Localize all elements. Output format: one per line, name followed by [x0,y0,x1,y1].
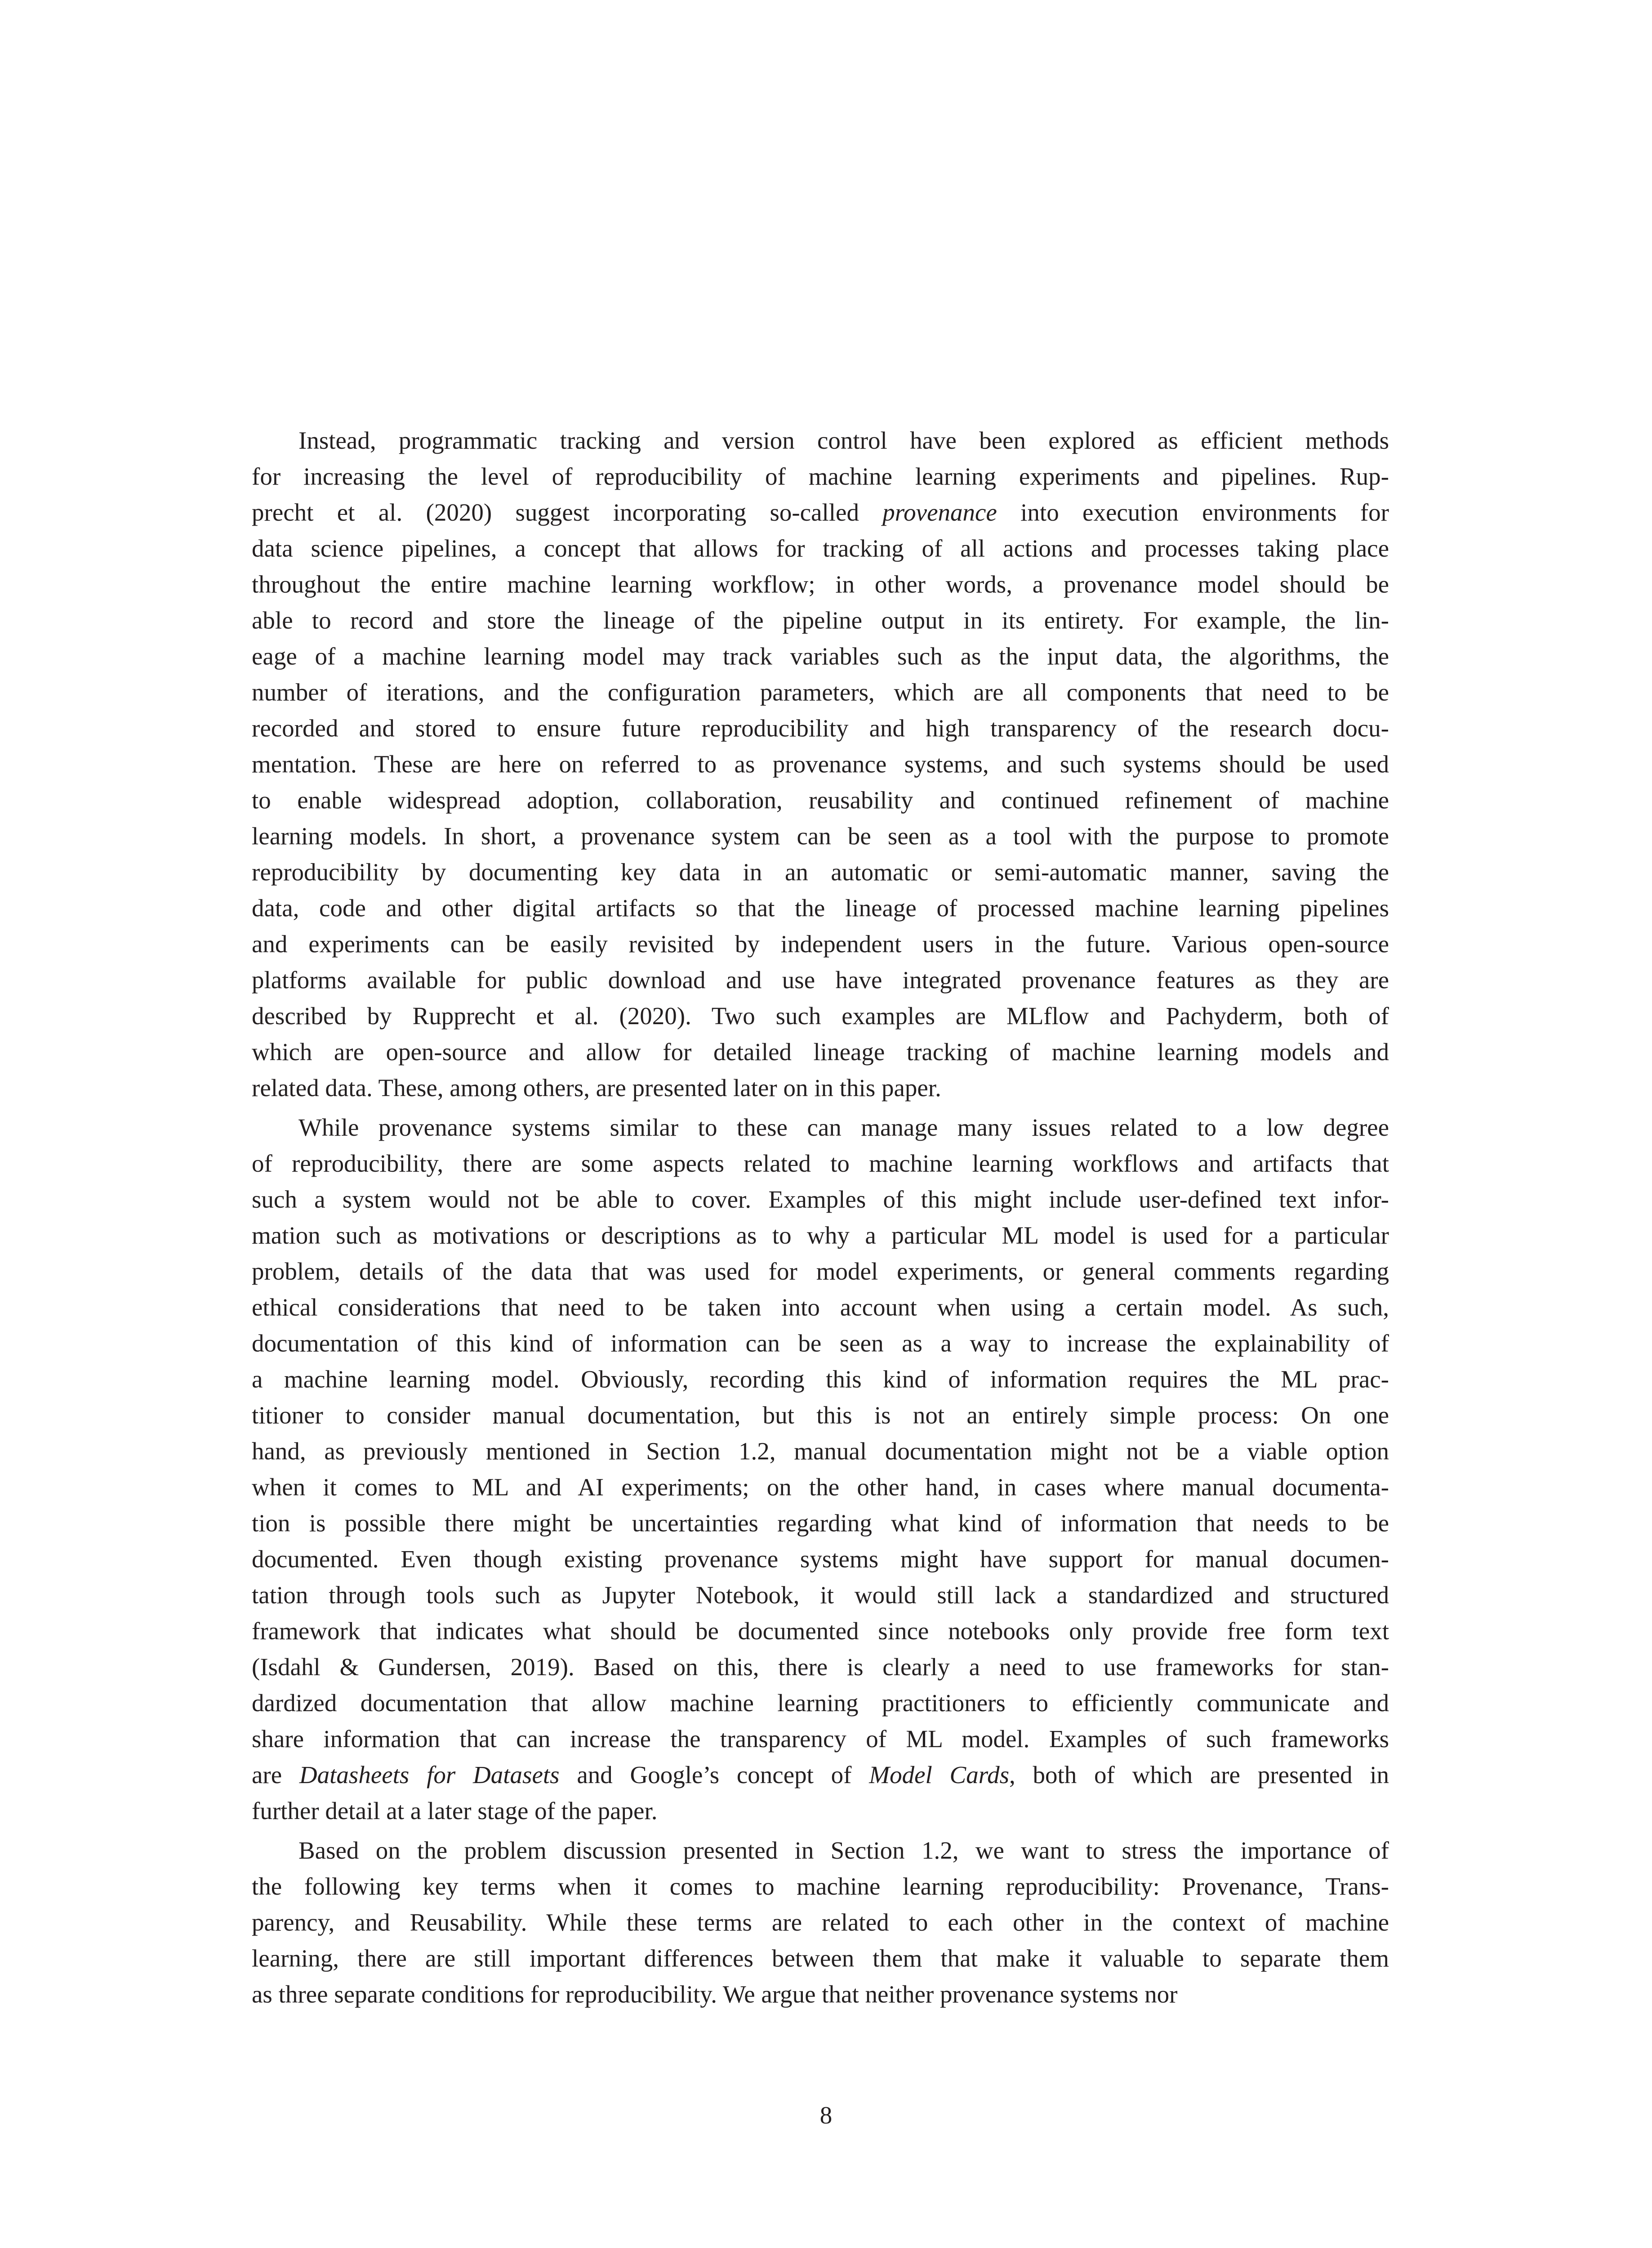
text-line: platforms available for public download and use have integrated provenance features as they are [252,966,1389,994]
italic-term: Datasheets for Datasets [299,1761,560,1789]
text-line: mation such as motivations or descriptions as to why a particular ML model is used for a particular [252,1222,1389,1249]
text-line: when it comes to ML and AI experiments; on the other hand, in cases where manual documenta- [252,1473,1389,1501]
text-line: recorded and stored to ensure future reproducibility and high transparency of the research docu- [252,714,1389,742]
text-line: of reproducibility, there are some aspects related to machine learning workflows and artifacts that [252,1150,1389,1177]
text-line: data, code and other digital artifacts so that the lineage of processed machine learning pipelines [252,894,1389,922]
text-line: described by Rupprecht et al. (2020). Two such examples are MLflow and Pachyderm, both of [252,1002,1389,1030]
text-line: learning, there are still important differences between them that make it valuable to separate them [252,1945,1389,1972]
text-line: which are open-source and allow for detailed lineage tracking of machine learning models and [252,1038,1389,1066]
text-line: reproducibility by documenting key data in an automatic or semi-automatic manner, saving the [252,858,1389,886]
text-line: hand, as previously mentioned in Section 1.2, manual documentation might not be a viable option [252,1437,1389,1465]
text-line: learning models. In short, a provenance system can be seen as a tool with the purpose to promote [252,822,1389,850]
text-line: to enable widespread adoption, collaboration, reusability and continued refinement of machine [252,786,1389,814]
paragraph [252,1110,1389,1829]
text-line: as three separate conditions for reproducibility. We argue that neither provenance systems nor [252,1980,1178,2008]
text-line: tion is possible there might be uncertainties regarding what kind of information that needs to be [252,1509,1389,1537]
text-line: number of iterations, and the configuration parameters, which are all components that need to be [252,678,1389,706]
italic-term: Model Cards [869,1761,1009,1789]
text-line: further detail at a later stage of the paper. [252,1797,658,1824]
text-line: While provenance systems similar to these can manage many issues related to a low degree [298,1114,1389,1141]
text-line: eage of a machine learning model may track variables such as the input data, the algorithms, the [252,642,1389,670]
text-line: documented. Even though existing provenance systems might have support for manual documen- [252,1545,1389,1573]
text-line: Based on the problem discussion presented in Section 1.2, we want to stress the importance of [298,1837,1389,1864]
text-line: are Datasheets for Datasets and Google’s concept of Model Cards, both of which are presented in [252,1761,1389,1789]
text-line: a machine learning model. Obviously, recording this kind of information requires the ML prac- [252,1365,1389,1393]
text-line: tation through tools such as Jupyter Notebook, it would still lack a standardized and structured [252,1581,1389,1609]
text-line: (Isdahl & Gundersen, 2019). Based on this, there is clearly a need to use frameworks for stan- [252,1653,1389,1681]
text-line: data science pipelines, a concept that allows for tracking of all actions and processes taking place [252,535,1389,562]
text-line: mentation. These are here on referred to as provenance systems, and such systems should be used [252,750,1389,778]
text-line: ethical considerations that need to be taken into account when using a certain model. As such, [252,1293,1389,1321]
text-line: share information that can increase the transparency of ML model. Examples of such frameworks [252,1725,1389,1753]
paragraph [252,1833,1389,2012]
text-line: parency, and Reusability. While these terms are related to each other in the context of machine [252,1909,1389,1936]
paragraph [252,423,1389,1106]
text-line: precht et al. (2020) suggest incorporating so-called provenance into execution environments for [252,499,1389,526]
body-text [252,423,1389,2012]
text-line: framework that indicates what should be documented since notebooks only provide free form text [252,1617,1389,1645]
italic-term: provenance [882,499,997,526]
text-line: for increasing the level of reproducibility of machine learning experiments and pipelines. Rup- [252,463,1389,490]
text-line: such a system would not be able to cover. Examples of this might include user-defined text infor- [252,1186,1389,1213]
text-line: related data. These, among others, are presented later on in this paper. [252,1074,941,1102]
text-line: documentation of this kind of information can be seen as a way to increase the explainability of [252,1329,1389,1357]
text-line: the following key terms when it comes to machine learning reproducibility: Provenance, Trans- [252,1873,1389,1900]
text-line: throughout the entire machine learning workflow; in other words, a provenance model should be [252,571,1389,598]
text-line: titioner to consider manual documentation, but this is not an entirely simple process: On one [252,1401,1389,1429]
text-line: problem, details of the data that was used for model experiments, or general comments regarding [252,1258,1389,1285]
text-line: Instead, programmatic tracking and version control have been explored as efficient methods [298,427,1389,454]
text-line: able to record and store the lineage of the pipeline output in its entirety. For example, the lin- [252,607,1389,634]
page-number: 8 [819,2101,833,2129]
text-line: and experiments can be easily revisited by independent users in the future. Various open-source [252,930,1389,958]
text-line: dardized documentation that allow machine learning practitioners to efficiently communicate and [252,1689,1389,1717]
